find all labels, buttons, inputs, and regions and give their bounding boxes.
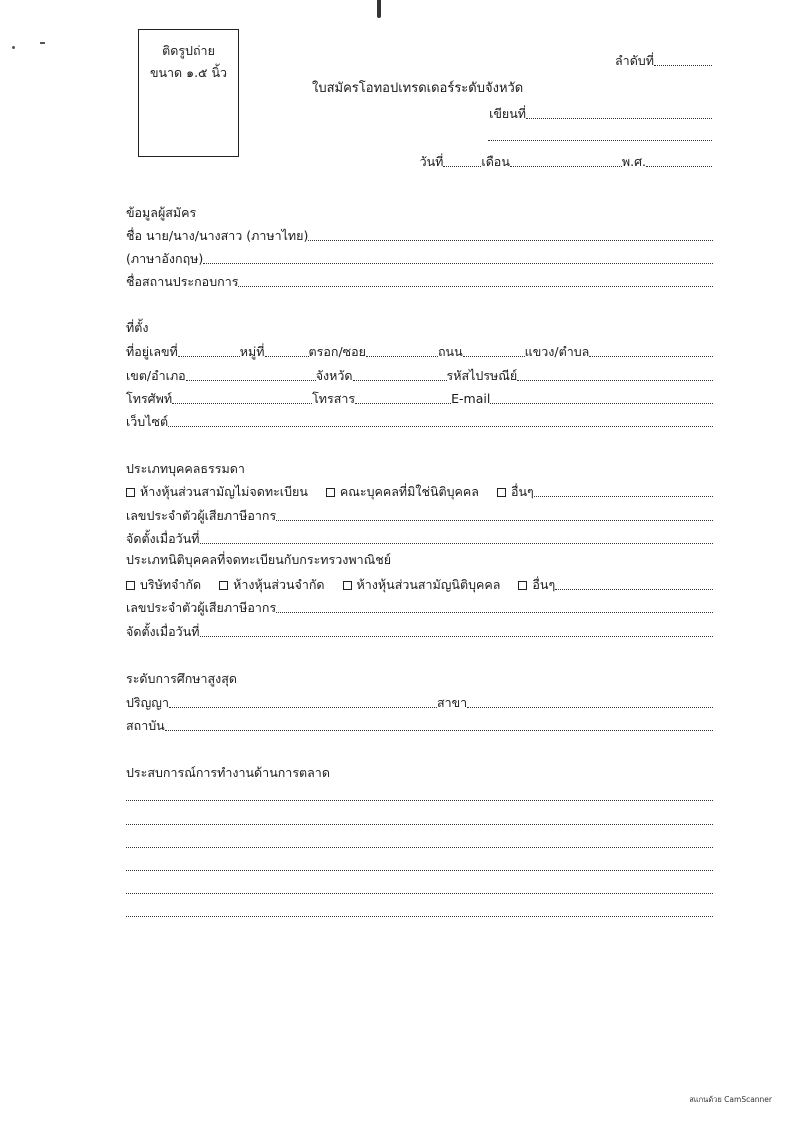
natural-tax-id-field[interactable] bbox=[276, 517, 713, 521]
experience-heading: ประสบการณ์การทำงานด้านการตลาด bbox=[126, 765, 330, 780]
juristic-other-field[interactable] bbox=[555, 586, 713, 590]
website-field[interactable] bbox=[168, 423, 713, 427]
checkbox[interactable] bbox=[518, 581, 527, 590]
experience-line[interactable] bbox=[126, 800, 713, 801]
scanner-watermark: สแกนด้วย CamScanner bbox=[689, 1095, 772, 1104]
contact-row bbox=[126, 389, 713, 407]
name-english-field[interactable] bbox=[203, 260, 713, 264]
natural-established-label: จัดตั้งเมื่อวันที่ bbox=[126, 531, 200, 546]
institution-label: สถาบัน bbox=[126, 718, 165, 733]
juristic-established-label: จัดตั้งเมื่อวันที่ bbox=[126, 624, 200, 639]
juristic-established-field[interactable] bbox=[200, 633, 714, 637]
photo-box-line2: ขนาด ๑.๕ นิ้ว bbox=[149, 65, 228, 80]
postcode-field[interactable] bbox=[517, 377, 713, 381]
scan-speck bbox=[12, 46, 15, 49]
name-thai-row bbox=[126, 226, 713, 244]
juristic-option-1[interactable] bbox=[126, 577, 201, 593]
name-english-row bbox=[126, 249, 713, 267]
degree-label: ปริญญา bbox=[126, 695, 169, 710]
name-english-label: (ภาษาอังกฤษ) bbox=[126, 251, 204, 266]
natural-option-3[interactable] bbox=[497, 484, 534, 500]
year-label: พ.ศ. bbox=[621, 154, 646, 169]
juristic-option-3[interactable] bbox=[343, 577, 501, 593]
checkbox[interactable] bbox=[343, 581, 352, 590]
written-at-field-line2[interactable] bbox=[488, 140, 712, 141]
juristic-option-1-label: บริษัทจำกัด bbox=[140, 577, 202, 592]
road-field[interactable] bbox=[463, 353, 525, 357]
moo-label: หมู่ที่ bbox=[239, 344, 265, 359]
natural-option-1-label: ห้างหุ้นส่วนสามัญไม่จดทะเบียน bbox=[140, 484, 308, 499]
juristic-person-heading: ประเภทนิติบุคคลที่จดทะเบียนกับกระทรวงพาณิชย์ bbox=[126, 552, 392, 567]
checkbox[interactable] bbox=[126, 488, 135, 497]
photo-box bbox=[138, 29, 239, 157]
scan-speck bbox=[40, 42, 45, 44]
district-row bbox=[126, 366, 713, 384]
name-thai-label: ชื่อ นาย/นาง/นางสาว (ภาษาไทย) bbox=[126, 228, 309, 243]
natural-option-2[interactable] bbox=[326, 484, 479, 500]
checkbox[interactable] bbox=[219, 581, 228, 590]
phone-field[interactable] bbox=[172, 400, 312, 404]
degree-row bbox=[126, 693, 713, 711]
date-row bbox=[420, 152, 712, 170]
natural-tax-id-row bbox=[126, 506, 713, 524]
juristic-established-row bbox=[126, 622, 713, 640]
major-label: สาขา bbox=[436, 695, 468, 710]
fax-field[interactable] bbox=[355, 400, 451, 404]
postcode-label: รหัสไปรษณีย์ bbox=[446, 368, 518, 383]
date-month-field[interactable] bbox=[510, 163, 622, 167]
photo-box-line1: ติดรูปถ่าย bbox=[162, 43, 215, 58]
natural-established-row bbox=[126, 529, 713, 547]
business-name-label: ชื่อสถานประกอบการ bbox=[126, 274, 239, 289]
juristic-option-2[interactable] bbox=[219, 577, 324, 593]
experience-line[interactable] bbox=[126, 916, 713, 917]
natural-person-heading: ประเภทบุคคลธรรมดา bbox=[126, 461, 245, 476]
degree-field[interactable] bbox=[169, 704, 437, 708]
juristic-option-2-label: ห้างหุ้นส่วนจำกัด bbox=[233, 577, 325, 592]
province-field[interactable] bbox=[353, 377, 447, 381]
natural-option-2-label: คณะบุคคลที่มิใช่นิติบุคคล bbox=[339, 484, 479, 499]
date-day-field[interactable] bbox=[443, 163, 481, 167]
experience-line[interactable] bbox=[126, 870, 713, 871]
experience-line[interactable] bbox=[126, 893, 713, 894]
juristic-person-options bbox=[126, 575, 713, 593]
checkbox[interactable] bbox=[126, 581, 135, 590]
soi-field[interactable] bbox=[366, 353, 438, 357]
district-field[interactable] bbox=[186, 377, 316, 381]
natural-tax-id-label: เลขประจำตัวผู้เสียภาษีอากร bbox=[126, 508, 277, 523]
province-label: จังหวัด bbox=[315, 368, 353, 383]
website-label: เว็บไซต์ bbox=[126, 414, 169, 429]
checkbox[interactable] bbox=[326, 488, 335, 497]
district-label: เขต/อำเภอ bbox=[126, 368, 186, 383]
natural-person-options bbox=[126, 482, 713, 500]
email-field[interactable] bbox=[490, 400, 713, 404]
business-name-field[interactable] bbox=[238, 283, 713, 287]
written-at-field[interactable] bbox=[526, 115, 712, 119]
major-field[interactable] bbox=[467, 704, 713, 708]
juristic-tax-id-label: เลขประจำตัวผู้เสียภาษีอากร bbox=[126, 600, 277, 615]
natural-established-field[interactable] bbox=[200, 540, 714, 544]
location-heading: ที่ตั้ง bbox=[126, 320, 149, 335]
natural-other-field[interactable] bbox=[534, 493, 713, 497]
address-row bbox=[126, 342, 713, 360]
natural-option-1[interactable] bbox=[126, 484, 308, 500]
scan-mark bbox=[377, 0, 381, 18]
institution-row bbox=[126, 716, 713, 734]
written-at-label: เขียนที่ bbox=[489, 106, 526, 121]
website-row bbox=[126, 412, 713, 430]
natural-option-3-label: อื่นๆ bbox=[510, 484, 534, 499]
experience-line[interactable] bbox=[126, 824, 713, 825]
applicant-heading: ข้อมูลผู้สมัคร bbox=[126, 205, 197, 220]
order-field[interactable] bbox=[654, 62, 712, 66]
juristic-option-4[interactable] bbox=[518, 577, 555, 593]
business-name-row bbox=[126, 272, 713, 290]
juristic-option-4-label: อื่นๆ bbox=[532, 577, 556, 592]
subdistrict-label: แขวง/ตำบล bbox=[524, 344, 590, 359]
date-year-field[interactable] bbox=[646, 163, 712, 167]
written-at-row bbox=[489, 104, 712, 122]
date-label: วันที่ bbox=[419, 154, 444, 169]
juristic-tax-id-row bbox=[126, 598, 713, 616]
house-no-label: ที่อยู่เลขที่ bbox=[126, 344, 178, 359]
moo-field[interactable] bbox=[265, 353, 309, 357]
subdistrict-field[interactable] bbox=[589, 353, 713, 357]
house-no-field[interactable] bbox=[178, 353, 240, 357]
order-label: ลำดับที่ bbox=[615, 53, 654, 68]
road-label: ถนน bbox=[437, 344, 463, 359]
name-thai-field[interactable] bbox=[308, 237, 713, 241]
month-label: เดือน bbox=[481, 154, 510, 169]
form-title: ใบสมัครโอทอปเทรดเดอร์ระดับจังหวัด bbox=[312, 81, 524, 96]
education-heading: ระดับการศึกษาสูงสุด bbox=[126, 671, 238, 686]
email-label: E-mail bbox=[451, 391, 491, 406]
phone-label: โทรศัพท์ bbox=[126, 391, 173, 406]
juristic-option-3-label: ห้างหุ้นส่วนสามัญนิติบุคคล bbox=[356, 577, 501, 592]
juristic-tax-id-field[interactable] bbox=[276, 609, 713, 613]
institution-field[interactable] bbox=[165, 727, 713, 731]
order-row bbox=[615, 51, 712, 69]
experience-line[interactable] bbox=[126, 847, 713, 848]
checkbox[interactable] bbox=[497, 488, 506, 497]
soi-label: ตรอก/ซอย bbox=[308, 344, 366, 359]
fax-label: โทรสาร bbox=[312, 391, 356, 406]
